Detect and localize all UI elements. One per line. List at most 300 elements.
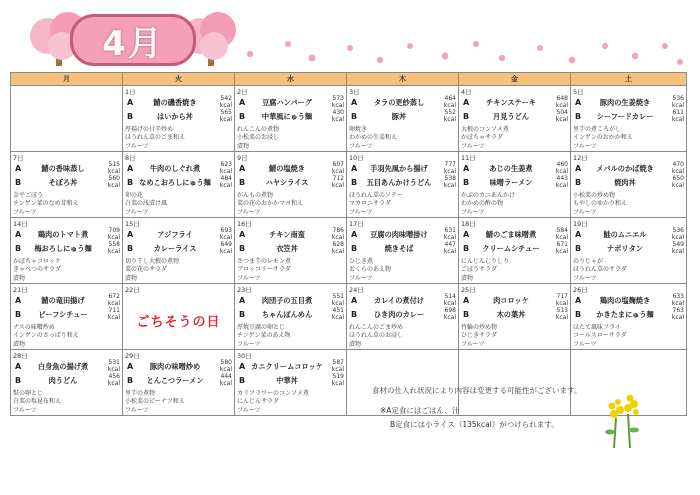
calorie-value: 777 kcal [443,161,456,175]
side-dish: フルーツ [13,208,37,216]
month-title: 4月 [70,14,196,66]
menu-b-line [126,243,232,256]
dish-name: 焼肉丼 [614,178,636,187]
calorie-value: 447 kcal [443,241,456,255]
calorie-value: 552 kcal [443,109,456,123]
side-dish: フルーツ [237,274,261,282]
dish-name: 梅おろしにゅう麺 [34,244,92,253]
dish-name: 味噌ラーメン [489,178,533,187]
calorie-value: 565 kcal [219,109,232,123]
calorie-value: 470 kcal [671,161,684,175]
dish-name: ハヤシライス [265,178,309,187]
menu-b-line [350,309,456,322]
calorie-value: 551 kcal [331,293,344,307]
menu-b-line [462,309,568,322]
menu-a-line [238,361,344,374]
dish-name: 豚肉の生姜焼き [599,98,651,107]
side-dish: 漬物 [13,274,26,282]
side-dish: フルーツ [237,340,261,348]
set-letter: B [351,112,358,121]
dish-name: ビーフシチュー [38,310,88,319]
weekday-header: 月 [11,73,123,86]
calorie-value: 430 kcal [331,109,344,123]
side-dish: 小松菜のお浸し [237,134,280,142]
menu-a-line [14,295,120,308]
menu-b-line [462,177,568,190]
menu-b-line [238,375,344,388]
menu-b-line [238,111,344,124]
day-number: 25日 [461,286,476,294]
calorie-value: 460 kcal [555,161,568,175]
set-letter: B [15,376,22,385]
dish-name: 鶏肉の塩麹焼き [599,296,651,305]
set-letter: A [351,98,358,107]
week-row [11,284,687,350]
set-letter: A [15,296,22,305]
day-number: 16日 [237,220,252,228]
menu-b-line [238,243,344,256]
day-number: 29日 [125,352,140,360]
menu-a-line [350,163,456,176]
set-letter: B [239,178,246,187]
side-dish: フルーツ [125,208,149,216]
day-number: 22日 [125,286,140,294]
menu-b-line [238,177,344,190]
menu-b-line [126,177,232,190]
side-dishes [573,324,684,349]
menu-a-line [350,229,456,242]
side-dish: フルーツ [349,274,373,282]
side-dish: フルーツ [349,208,373,216]
dish-name: 中華丼 [276,376,298,385]
side-dish: フルーツ [573,340,597,348]
menu-b-line [462,111,568,124]
petals-decoration [240,38,690,68]
side-dish: チンゲン菜のなめ茸和え [13,200,79,208]
side-dishes [237,126,344,151]
set-letter: A [15,164,22,173]
calorie-value: 549 kcal [671,241,684,255]
menu-b-line [126,111,232,124]
day-cell [11,86,123,152]
side-dish: フルーツ [125,142,149,150]
set-letter: A [15,230,22,239]
day-number: 1日 [125,88,136,96]
day-number: 30日 [237,352,252,360]
side-dish: 金平ごぼう [13,192,44,199]
side-dishes [461,324,568,349]
set-letter: B [15,178,22,187]
menu-a-line [238,295,344,308]
side-dish: 卯の花 [125,192,144,199]
menu-a-line [14,163,120,176]
menu-a-line [14,361,120,374]
dish-name: シーフードカレー [596,112,654,121]
set-letter: B [127,244,134,253]
day-number: 7日 [13,154,24,162]
set-letter: A [127,230,134,239]
side-dishes [237,192,344,217]
set-letter: A [575,296,582,305]
day-cell [235,218,347,284]
calorie-value: 464 kcal [443,95,456,109]
side-dish: わかめの生姜和え [349,134,398,142]
menu-a-line [574,163,684,176]
day-number: 9日 [237,154,248,162]
side-dishes [13,192,120,217]
side-dishes [125,390,232,415]
side-dishes [237,324,344,349]
dish-name: あじの生姜煮 [489,164,533,173]
side-dish: 大根のコンソメ煮 [461,126,509,133]
side-dish: 竹輪の炒め物 [461,324,498,331]
dish-name: なめこおろしにゅう麺 [139,178,211,187]
day-cell [123,152,235,218]
set-letter: A [239,362,246,371]
dish-name: アジフライ [157,230,193,239]
side-dish: ほうれん草のソテー [349,192,403,199]
menu-a-line [574,97,684,110]
day-cell [235,350,347,416]
menu-a-line [462,163,568,176]
side-dish: チンゲン菜のあえ物 [237,332,291,340]
calorie-value: 580 kcal [219,359,232,373]
day-cell [347,218,459,284]
dish-name: 木の葉丼 [496,310,526,319]
day-cell [123,86,235,152]
day-number: 10日 [349,154,364,162]
side-dish: ブロッコリーサラダ [237,266,291,274]
set-letter: A [239,296,246,305]
day-number: 24日 [349,286,364,294]
dish-name: 鯖の香味蒸し [41,164,85,173]
menu-a-line [14,229,120,242]
calorie-value: 631 kcal [443,227,456,241]
day-cell [235,86,347,152]
calorie-value: 513 kcal [555,307,568,321]
calorie-value: 587 kcal [331,359,344,373]
feast-day-label: ごちそうの日 [136,315,221,330]
day-cell [123,350,235,416]
side-dish: フルーツ [573,208,597,216]
side-dish: インゲンのおかか和え [573,134,633,142]
set-letter: B [127,112,134,121]
dish-name: とんこつラーメン [146,376,204,385]
side-dish: かぼちゃコロッケ [13,258,61,265]
set-letter: A [239,164,246,173]
side-dish: 切り干し大根の煮物 [125,258,180,265]
side-dish: 漬物 [237,142,250,150]
set-letter: A [15,362,22,371]
side-dishes [349,192,456,217]
side-dish: フルーツ [13,406,37,414]
calorie-value: 443 kcal [555,175,568,189]
calorie-value: 451 kcal [331,307,344,321]
side-dish: ほうれん草のサラダ [573,266,627,274]
side-dish: 菜の花のサラダ [125,266,167,274]
side-dish: フルーツ [461,208,485,216]
week-row [11,152,687,218]
set-letter: A [351,164,358,173]
dish-name: カレーライス [153,244,197,253]
day-cell [11,350,123,416]
calorie-value: 504 kcal [555,109,568,123]
set-letter: B [575,178,582,187]
side-dish: フルーツ [573,274,597,282]
dish-name: 肉うどん [48,376,78,385]
calorie-value: 538 kcal [443,175,456,189]
day-cell [11,218,123,284]
set-letter: A [351,296,358,305]
dish-name: チキンステーキ [486,98,536,107]
set-letter: B [239,376,246,385]
dish-name: 五目あんかけうどん [366,178,432,187]
set-letter: A [463,98,470,107]
side-dish: ほうれん草のお浸し [349,332,404,340]
menu-b-line [574,177,684,190]
dish-name: 豆腐の肉味噌掛け [370,230,428,239]
side-dishes [573,192,684,217]
dish-name: はいから丼 [157,112,193,121]
side-dish: フルーツ [461,142,485,150]
calorie-value: 584 kcal [555,227,568,241]
dish-name: 白身魚の揚げ煮 [37,362,89,371]
dish-name: 鯖のごま味噌煮 [485,230,537,239]
dish-name: 肉団子の五目煮 [261,296,313,305]
set-letter: B [239,112,246,121]
day-cell [11,152,123,218]
side-dish: フルーツ [237,208,261,216]
menu-b-line [238,309,344,322]
day-number: 11日 [461,154,476,162]
calorie-value: 633 kcal [671,293,684,307]
side-dish: れんこんのごま炒め [349,324,404,331]
side-dishes [349,258,456,283]
menu-b-line [574,243,684,256]
menu-a-line [126,97,232,110]
calorie-value: 573 kcal [331,95,344,109]
day-cell [347,152,459,218]
week-row [11,86,687,152]
side-dish: もやしのゆかり和え [573,200,628,208]
menu-b-line [14,375,120,388]
menu-a-line [126,361,232,374]
calorie-value: 623 kcal [219,161,232,175]
calorie-value: 709 kcal [107,227,120,241]
side-dish: フルーツ [349,142,373,150]
set-letter: B [239,244,246,253]
dish-name: 焼きそば [384,244,414,253]
side-dishes [461,126,568,151]
day-cell [235,152,347,218]
calorie-value: 558 kcal [107,241,120,255]
menu-b-line [574,111,684,124]
calorie-value: 786 kcal [331,227,344,241]
day-number: 26日 [573,286,588,294]
dish-name: そぼろ丼 [48,178,78,187]
set-letter: A [351,230,358,239]
day-cell [571,152,687,218]
weekday-header: 火 [123,73,235,86]
calorie-value: 648 kcal [555,95,568,109]
day-number: 23日 [237,286,252,294]
dish-name: 鯖の竜田揚げ [41,296,85,305]
day-number: 21日 [13,286,28,294]
dish-name: 鮭のムニエル [603,230,647,239]
calorie-value: 712 kcal [331,175,344,189]
day-number: 4日 [461,88,472,96]
set-letter: A [575,230,582,239]
set-letter: A [463,230,470,239]
menu-b-line [14,177,120,190]
day-cell [459,284,571,350]
calorie-value: 515 kcal [107,161,120,175]
side-dish: 白菜の塩昆布和え [13,398,62,406]
set-letter: B [127,376,134,385]
dish-name: 手羽先風から揚げ [370,164,428,173]
menu-b-line [126,375,232,388]
side-dish: 里芋の煮ころがし [573,126,622,133]
menu-b-line [574,309,684,322]
side-dishes [349,126,456,151]
side-dish: フルーツ [125,406,149,414]
side-dishes [125,126,232,151]
side-dish: 卵焼き [349,126,368,133]
dish-name: 肉コロッケ [493,296,529,305]
calorie-value: 649 kcal [219,241,232,255]
notice-line: ※A定食にはごはん、汁 [380,406,460,415]
set-letter: B [463,310,470,319]
dish-name: メバルのかば焼き [596,164,654,173]
side-dish: ひじきサラダ [461,332,497,340]
day-number: 15日 [125,220,140,228]
side-dishes [13,258,120,283]
side-dish: がんもの煮物 [237,192,274,199]
calorie-value: 536 kcal [671,227,684,241]
set-letter: A [127,362,134,371]
set-letter: B [575,244,582,253]
calorie-value: 672 kcal [107,293,120,307]
side-dish: わかめの酢の物 [461,200,504,208]
dish-name: 牛肉のしぐれ煮 [149,164,201,173]
calorie-value: 693 kcal [219,227,232,241]
side-dish: さつま芋のレモン煮 [237,258,292,265]
side-dish: 小松菜のピーナツ和え [125,398,185,406]
side-dish: かぼちゃサラダ [461,134,503,142]
day-number: 17日 [349,220,364,228]
calorie-value: 717 kcal [555,293,568,307]
menu-a-line [238,229,344,242]
menu-a-line [238,163,344,176]
set-letter: B [127,178,134,187]
day-cell [571,86,687,152]
weekday-header: 木 [347,73,459,86]
day-cell [123,218,235,284]
set-letter: B [463,244,470,253]
dish-name: クリームシチュー [482,244,540,253]
day-cell [11,284,123,350]
menu-a-line [462,97,568,110]
side-dish: ほうれん草のごま和え [125,134,186,142]
set-letter: A [127,98,134,107]
side-dishes [125,258,232,283]
side-dish: インゲンのさっぱり和え [13,332,79,340]
dish-name: カレイの煮付け [374,296,424,305]
calorie-value: 628 kcal [331,241,344,255]
set-letter: A [239,98,246,107]
side-dishes [13,390,120,415]
day-number: 5日 [573,88,584,96]
side-dishes [125,192,232,217]
day-number: 12日 [573,154,588,162]
side-dish: 里芋の煮物 [125,390,156,397]
side-dish: ごぼうサラダ [461,266,497,274]
set-letter: A [239,230,246,239]
day-cell [459,218,571,284]
calorie-value: 514 kcal [443,293,456,307]
menu-a-line [126,229,232,242]
side-dishes [573,126,684,151]
day-number: 8日 [125,154,136,162]
side-dishes [461,258,568,283]
set-letter: A [463,296,470,305]
calorie-value: 607 kcal [331,161,344,175]
side-dish: 厚焼豆腐の卵とじ [237,324,286,331]
dish-name: 豚肉の味噌炒め [149,362,201,371]
menu-b-line [350,243,456,256]
day-number: 18日 [461,220,476,228]
day-number: 14日 [13,220,28,228]
calorie-value: 444 kcal [219,373,232,387]
side-dish: マカロニサラダ [349,200,391,208]
header [0,0,700,72]
day-number: 2日 [237,88,248,96]
set-letter: B [463,178,470,187]
set-letter: B [15,310,22,319]
side-dish: かぶのカニあんかけ [461,192,516,199]
side-dish: 漬物 [349,340,362,348]
weekday-header: 金 [459,73,571,86]
calorie-value: 531 kcal [107,359,120,373]
weekday-header: 水 [235,73,347,86]
side-dish: カリフラワーのコンソメ煮 [237,390,309,397]
set-letter: B [351,310,358,319]
set-letter: A [463,164,470,173]
day-cell [123,284,235,350]
side-dish: フルーツ [573,142,597,150]
dish-name: チキン南蛮 [269,230,305,239]
dish-name: 豆腐ハンバーグ [262,98,312,107]
calorie-value: 671 kcal [555,241,568,255]
side-dish: きゃべつのサラダ [13,266,61,274]
menu-a-line [462,229,568,242]
side-dish: にんじんサラダ [237,398,279,406]
calorie-value: 611 kcal [671,109,684,123]
set-letter: A [127,164,134,173]
dish-name: 月見うどん [493,112,529,121]
calorie-value: 560 kcal [107,175,120,189]
side-dish: おくらのあえ物 [349,266,392,274]
calorie-value: 519 kcal [331,373,344,387]
calorie-value: 456 kcal [107,373,120,387]
side-dish: にんじんしりしり [461,258,510,265]
side-dish: 漬物 [13,340,26,348]
menu-a-line [126,163,232,176]
side-dish: フルーツ [461,340,485,348]
calorie-value: 542 kcal [219,95,232,109]
calorie-value: 484 kcal [219,175,232,189]
side-dish: フルーツ [237,406,261,414]
